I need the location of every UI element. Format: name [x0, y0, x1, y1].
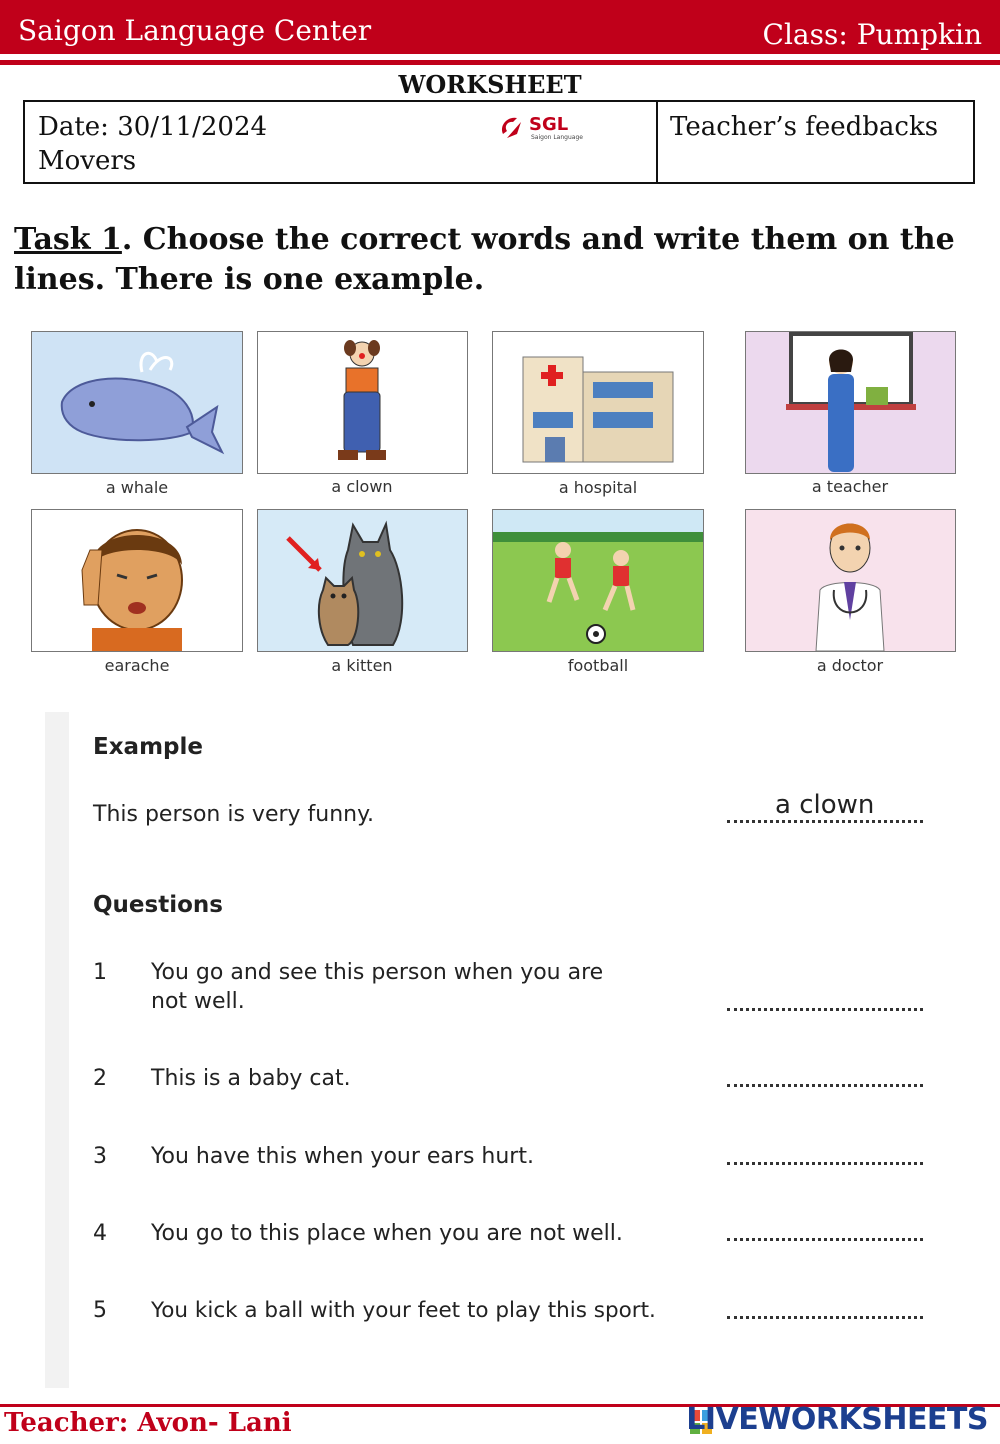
question-5-number: 5	[93, 1298, 107, 1323]
logo-text: SGL	[529, 114, 569, 135]
teacher-picture	[745, 331, 956, 474]
clown-icon	[258, 332, 467, 473]
logo-subtext: Saigon Language	[531, 134, 583, 141]
caption-teacher: a teacher	[811, 477, 889, 496]
caption-hospital: a hospital	[558, 478, 638, 497]
caption-clown: a clown	[331, 477, 393, 496]
question-4-text: You go to this place when you are not well.	[151, 1221, 623, 1246]
sgl-logo-icon	[495, 108, 605, 148]
clown-picture	[257, 331, 468, 474]
task-label: Task 1	[14, 222, 122, 257]
teacher-feedback-label: Teacher’s feedbacks	[670, 112, 939, 142]
example-heading: Example	[93, 734, 203, 760]
hospital-picture	[492, 331, 704, 474]
info-divider	[656, 102, 658, 182]
doctor-picture	[745, 509, 956, 652]
earache-picture	[31, 509, 243, 652]
earache-icon	[32, 510, 242, 651]
question-1-text: You go and see this person when you are not well.	[151, 960, 604, 1014]
question-3-text: You have this when your ears hurt.	[151, 1144, 534, 1169]
question-4-number: 4	[93, 1221, 107, 1246]
questions-heading: Questions	[93, 892, 223, 918]
caption-football: football	[567, 656, 629, 675]
whale-icon	[32, 332, 242, 473]
question-1-number: 1	[93, 960, 107, 985]
hospital-icon	[493, 332, 703, 473]
teacher-icon	[746, 332, 955, 473]
answer-line-1[interactable]	[727, 1008, 923, 1011]
task-instruction	[14, 220, 974, 300]
caption-whale: a whale	[105, 478, 169, 497]
answer-line-2[interactable]	[727, 1084, 923, 1087]
worksheet-title: WORKSHEET	[398, 70, 582, 99]
question-2-number: 2	[93, 1066, 107, 1091]
whale-picture	[31, 331, 243, 474]
answer-line-4[interactable]	[727, 1238, 923, 1241]
questions-section	[45, 712, 965, 1388]
date-label: Date: 30/11/2024	[38, 112, 268, 142]
question-3-number: 3	[93, 1144, 107, 1169]
caption-earache: earache	[104, 656, 170, 675]
answer-line-3[interactable]	[727, 1162, 923, 1165]
kitten-picture	[257, 509, 468, 652]
teacher-name: Teacher: Avon- Lani	[4, 1408, 292, 1438]
doctor-icon	[746, 510, 955, 651]
example-answer: a clown	[775, 790, 875, 820]
class-name: Class: Pumpkin	[762, 18, 982, 51]
task-text: . Choose the correct words and write them on the lines. There is one example.	[14, 222, 955, 297]
info-box	[23, 100, 975, 184]
football-icon	[493, 510, 703, 651]
kitten-icon	[258, 510, 467, 651]
caption-kitten: a kitten	[331, 656, 393, 675]
question-2-text: This is a baby cat.	[151, 1066, 351, 1091]
question-5-text: You kick a ball with your feet to play this sport.	[151, 1298, 656, 1323]
liveworksheets-brand: LIVEWORKSHEETS	[686, 1402, 988, 1437]
school-name: Saigon Language Center	[18, 14, 372, 47]
football-picture	[492, 509, 704, 652]
caption-doctor: a doctor	[816, 656, 884, 675]
header-divider	[0, 60, 1000, 65]
example-answer-line	[727, 820, 923, 823]
level-label: Movers	[38, 146, 137, 176]
answer-line-5[interactable]	[727, 1316, 923, 1319]
example-text: This person is very funny.	[93, 802, 374, 827]
